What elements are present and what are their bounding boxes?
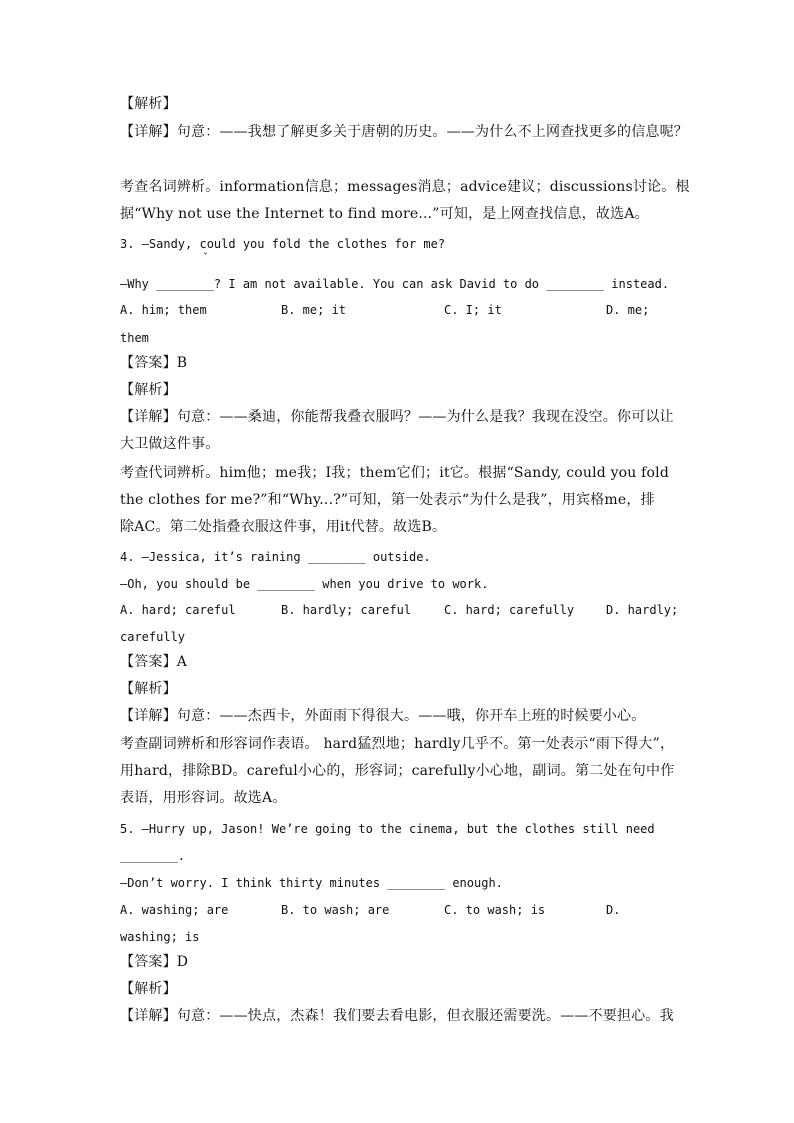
explanation-line: 大卫做这件事。 bbox=[120, 436, 220, 452]
option-d: D. hardly; bbox=[606, 603, 679, 617]
question-3-reply: —Why ________? I am not available. You can ask David to do ________ instead. bbox=[120, 277, 670, 291]
explanation-line: 考查代词辨析。him他；me我；I我；them它们；it它。根据“Sandy, could you fold bbox=[120, 465, 670, 481]
analysis-heading: 【解析】 bbox=[120, 96, 177, 112]
question-4: 4. —Jessica, it’s raining ________ outside. bbox=[120, 550, 431, 564]
stray-mark: ˇ bbox=[203, 253, 208, 264]
explanation-line: 表语，用形容词。故选A。 bbox=[120, 790, 287, 806]
answer-5: 【答案】D bbox=[120, 954, 189, 970]
option-d: D. bbox=[606, 903, 621, 917]
option-b: B. me; it bbox=[281, 303, 347, 317]
question-5-blank: ________. bbox=[120, 849, 186, 863]
explanation-line: 考查名词辨析。information信息；messages消息；advice建议；discussions讨论。根 bbox=[120, 179, 690, 195]
analysis-heading: 【解析】 bbox=[120, 382, 177, 398]
option-d: D. me; bbox=[606, 303, 650, 317]
answer-4: 【答案】A bbox=[120, 654, 188, 670]
option-a: A. him; them bbox=[120, 303, 207, 317]
analysis-heading: 【解析】 bbox=[120, 681, 177, 697]
option-b: B. to wash; are bbox=[281, 903, 390, 917]
option-c: C. hard; carefully bbox=[444, 603, 575, 617]
option-b: B. hardly; careful bbox=[281, 603, 412, 617]
option-a: A. washing; are bbox=[120, 903, 229, 917]
option-d-wrap: washing; is bbox=[120, 930, 200, 944]
detail-explanation: 【详解】句意：——杰西卡，外面雨下得很大。——哦，你开车上班的时候要小心。 bbox=[120, 708, 646, 724]
detail-explanation: 【详解】句意：——快点，杰森！我们要去看电影，但衣服还需要洗。——不要担心。我 bbox=[120, 1008, 674, 1024]
explanation-line: 除AC。第二处指叠衣服这件事，用it代替。故选B。 bbox=[120, 519, 447, 535]
explanation-line: 用hard，排除BD。careful小心的，形容词；carefully小心地，副词。第二处在句中作 bbox=[120, 763, 675, 779]
explanation-line: 据“Why not use the Internet to find more...”可知，是上网查找信息，故选A。 bbox=[120, 206, 649, 222]
detail-explanation: 【详解】句意：——我想了解更多关于唐朝的历史。——为什么不上网查找更多的信息呢？ bbox=[120, 124, 688, 140]
explanation-line: 考查副词辨析和形容词作表语。 hard猛烈地；hardly几乎不。第一处表示“雨下得大”， bbox=[120, 736, 675, 752]
option-c: C. to wash; is bbox=[444, 903, 546, 917]
question-4-reply: —Oh, you should be ________ when you drive to work. bbox=[120, 577, 489, 591]
option-c: C. I; it bbox=[444, 303, 502, 317]
option-a: A. hard; careful bbox=[120, 603, 236, 617]
detail-explanation: 【详解】句意：——桑迪，你能帮我叠衣服吗？——为什么是我？我现在没空。你可以让 bbox=[120, 409, 674, 425]
explanation-line: the clothes for me?”和“Why...?”可知，第一处表示“为什么是我”，用宾格me，排 bbox=[120, 492, 655, 508]
option-d-wrap: carefully bbox=[120, 630, 186, 644]
question-3: 3. —Sandy, could you fold the clothes for me? bbox=[120, 237, 446, 251]
analysis-heading: 【解析】 bbox=[120, 981, 177, 997]
answer-3: 【答案】B bbox=[120, 355, 188, 371]
option-d-wrap: them bbox=[120, 331, 149, 345]
question-5-reply: —Don’t worry. I think thirty minutes ________ enough. bbox=[120, 876, 503, 890]
question-5: 5. —Hurry up, Jason! We’re going to the cinema, but the clothes still need bbox=[120, 822, 655, 836]
